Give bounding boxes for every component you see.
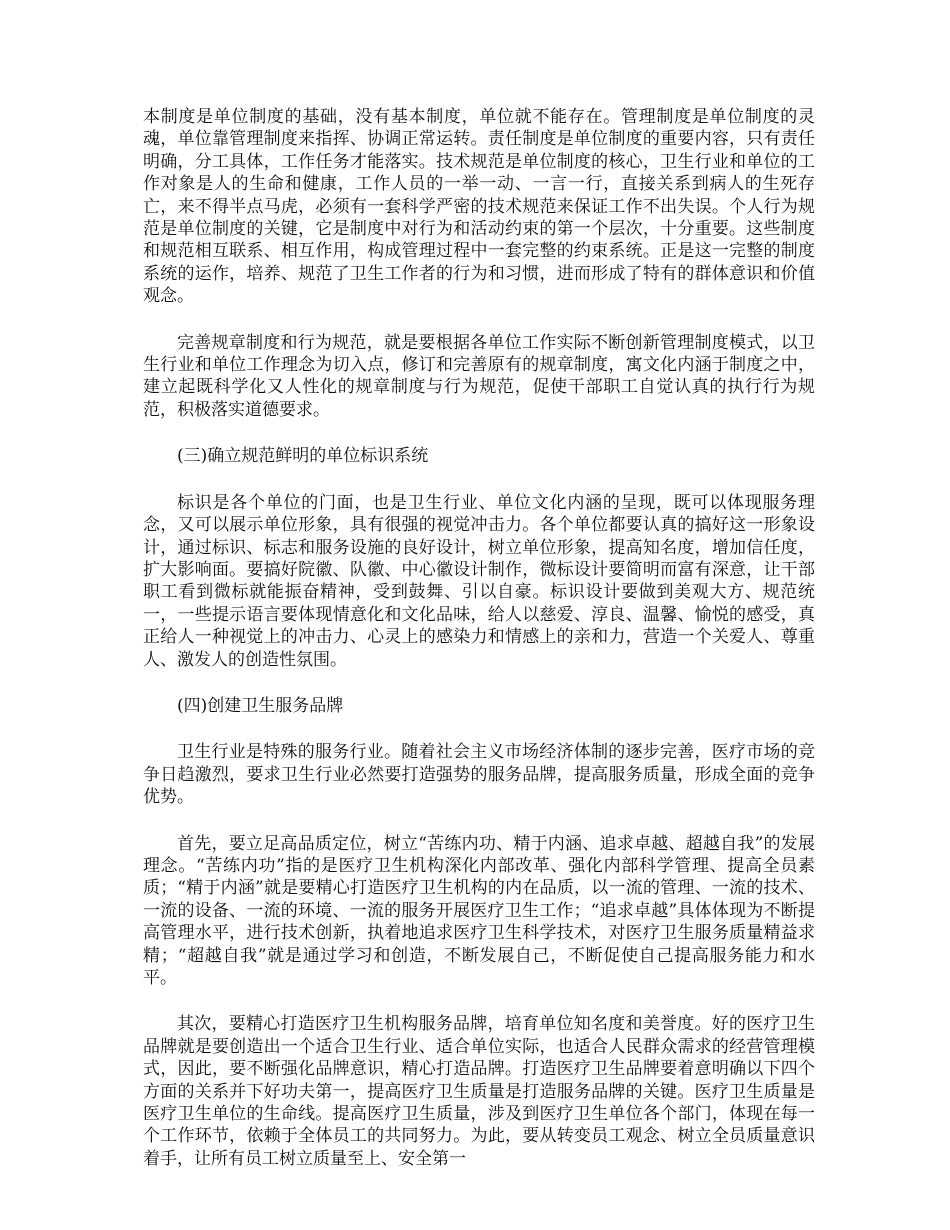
- paragraph-first-positioning: 首先，要立足高品质定位，树立“苦练内功、精于内涵、追求卓越、超越自我”的发展理念。“苦练内功”指的是医疗卫生机构深化内部改革、强化内部科学管理、提高全员素质；“精于内涵”就是要精心打造医疗卫生机构的内在品质，以一流的管理、一流的技术、一流的设备、一流的环境、一流的服务开展医疗卫生工作；“追求卓越”具体体现为不断提高管理水平，进行技术创新，执着地追求医疗卫生科学技术，对医疗卫生服务质量精益求精；“超越自我”就是通过学习和创造，不断发展自己，不断促使自己提高服务能力和水平。: [143, 833, 815, 988]
- document-page: [143, 106, 815, 1194]
- paragraph-improve-rules: 完善规章制度和行为规范，就是要根据各单位工作实际不断创新管理制度模式，以卫生行业和单位工作理念为切入点，修订和完善原有的规章制度，寓文化内涵于制度之中，建立起既科学化又人性化的规章制度与行为规范，促使干部职工自觉认真的执行行为规范，积极落实道德要求。: [143, 332, 815, 420]
- paragraph-service-industry: 卫生行业是特殊的服务行业。随着社会主义市场经济体制的逐步完善，医疗市场的竞争日趋激烈，要求卫生行业必然要打造强势的服务品牌，提高服务质量，形成全面的竞争优势。: [143, 742, 815, 808]
- section-heading-identity-system: (三)确立规范鲜明的单位标识系统: [177, 446, 429, 467]
- paragraph-identity-system: 标识是各个单位的门面，也是卫生行业、单位文化内涵的呈现，既可以体现服务理念，又可以展示单位形象，具有很强的视觉冲击力。各个单位都要认真的搞好这一形象设计，通过标识、标志和服务设施的良好设计，树立单位形象，提高知名度，增加信任度，扩大影响面。要搞好院徽、队徽、中心徽设计制作，微标设计要简明而富有深意，让干部职工看到微标就能振奋精神，受到鼓舞、引以自豪。标识设计要做到美观大方、规范统一，一些提示语言要体现情意化和文化品味，给人以慈爱、淳良、温馨、愉悦的感受，真正给人一种视觉上的冲击力、心灵上的感染力和情感上的亲和力，营造一个关爱人、尊重人、激发人的创造性氛围。: [143, 492, 815, 670]
- section-heading-service-brand: (四)创建卫生服务品牌: [177, 695, 344, 716]
- paragraph-basic-system: 本制度是单位制度的基础，没有基本制度，单位就不能存在。管理制度是单位制度的灵魂，单位靠管理制度来指挥、协调正常运转。责任制度是单位制度的重要内容，只有责任明确，分工具体，工作任务才能落实。技术规范是单位制度的核心，卫生行业和单位的工作对象是人的生命和健康，工作人员的一举一动、一言一行，直接关系到病人的生死存亡，来不得半点马虎，必须有一套科学严密的技术规范来保证工作不出失误。个人行为规范是单位制度的关键，它是制度中对行为和活动约束的第一个层次，十分重要。这些制度和规范相互联系、相互作用，构成管理过程中一套完整的约束系统。正是这一完整的制度系统的运作，培养、规范了卫生工作者的行为和习惯，进而形成了特有的群体意识和价值观念。: [143, 107, 815, 307]
- paragraph-second-brand: 其次，要精心打造医疗卫生机构服务品牌，培育单位知名度和美誉度。好的医疗卫生品牌就是要创造出一个适合卫生行业、适合单位实际，也适合人民群众需求的经营管理模式，因此，要不断强化品牌意识，精心打造品牌。打造医疗卫生品牌要着意明确以下四个方面的关系并下好功夫第一，提高医疗卫生质量是打造服务品牌的关键。医疗卫生质量是医疗卫生单位的生命线。提高医疗卫生质量，涉及到医疗卫生单位各个部门，体现在每一个工作环节，依赖于全体员工的共同努力。为此，要从转变员工观念、树立全员质量意识着手，让所有员工树立质量至上、安全第一: [143, 1014, 815, 1169]
